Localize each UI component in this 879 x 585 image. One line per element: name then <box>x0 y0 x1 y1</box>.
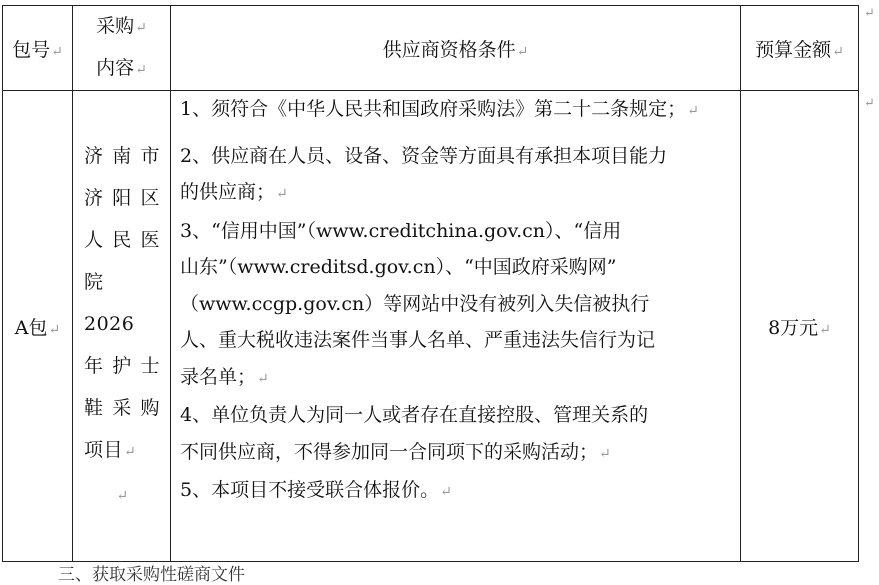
item-line: 人民医 <box>84 229 160 251</box>
paragraph-mark-icon: ↵ <box>257 370 269 387</box>
paragraph-mark-icon: ↵ <box>440 484 452 500</box>
paragraph-mark-icon: ↵ <box>48 321 61 338</box>
header-package: 包号↵ <box>3 6 73 91</box>
next-section-heading: 三、获取采购性磋商文件 <box>58 565 245 585</box>
requirement-line: 的供应商； <box>180 181 276 203</box>
header-budget: 预算金额↵ <box>741 6 859 91</box>
paragraph-mark-icon: ↵ <box>276 186 288 202</box>
procurement-table <box>2 5 859 562</box>
paragraph-mark-icon: ↵ <box>516 43 529 60</box>
paragraph-mark-icon: ↵ <box>687 103 699 119</box>
paragraph-mark-icon: ↵ <box>864 6 875 21</box>
item-line: 项目 <box>84 439 124 461</box>
item-line: 济阳区 <box>84 187 160 209</box>
header-item-line2: 内容 <box>96 57 135 79</box>
paragraph-mark-icon: ↵ <box>864 96 875 111</box>
paragraph-mark-icon: ↵ <box>124 444 137 460</box>
paragraph-mark-icon: ↵ <box>819 321 831 338</box>
header-item <box>73 6 171 91</box>
cell-package: A包↵ <box>3 91 73 562</box>
paragraph-mark-icon: ↵ <box>599 445 611 462</box>
item-line: 鞋采购 <box>84 397 160 419</box>
requirement-line: 不同供应商，不得参加同一合同项下的采购活动； <box>180 440 599 463</box>
paragraph-mark-icon: ↵ <box>135 20 147 36</box>
requirement-line: 山东”（www.creditsd.gov.cn）、“中国政府采购网” <box>180 256 617 278</box>
header-requirements: 供应商资格条件↵ <box>171 6 741 91</box>
table-row <box>3 91 859 562</box>
item-line: 年护士 <box>84 355 160 377</box>
cell-item <box>73 91 171 562</box>
requirement-line: 1、须符合《中华人民共和国政府采购法》第二十二条规定； <box>180 98 687 120</box>
cell-budget: 8万元↵ <box>741 91 859 562</box>
item-line: 济南市 <box>84 145 160 167</box>
requirement-line: 3、“信用中国”（www.creditchina.gov.cn）、“信用 <box>180 219 622 242</box>
paragraph-mark-icon: ↵ <box>832 43 844 60</box>
requirement-line: 4、单位负责人为同一人或者存在直接控股、管理关系的 <box>180 404 649 426</box>
requirement-line: （www.ccgp.gov.cn）等网站中没有被列入失信被执行 <box>180 292 650 315</box>
requirement-line: 5、本项目不接受联合体报价。 <box>180 479 440 501</box>
cell-requirements <box>171 91 741 562</box>
header-item-line1: 采购 <box>96 15 135 37</box>
paragraph-mark-icon: ↵ <box>135 62 147 78</box>
paragraph-mark-icon: ↵ <box>116 488 129 504</box>
requirement-line: 录名单； <box>180 365 257 388</box>
table-header-row <box>3 6 859 91</box>
paragraph-mark-icon: ↵ <box>51 43 63 60</box>
requirement-line: 2、供应商在人员、设备、资金等方面具有承担本项目能力 <box>180 144 668 167</box>
requirement-line: 人、重大税收违法案件当事人名单、严重违法失信行为记 <box>180 329 656 351</box>
item-line: 院 2026 <box>84 271 135 335</box>
